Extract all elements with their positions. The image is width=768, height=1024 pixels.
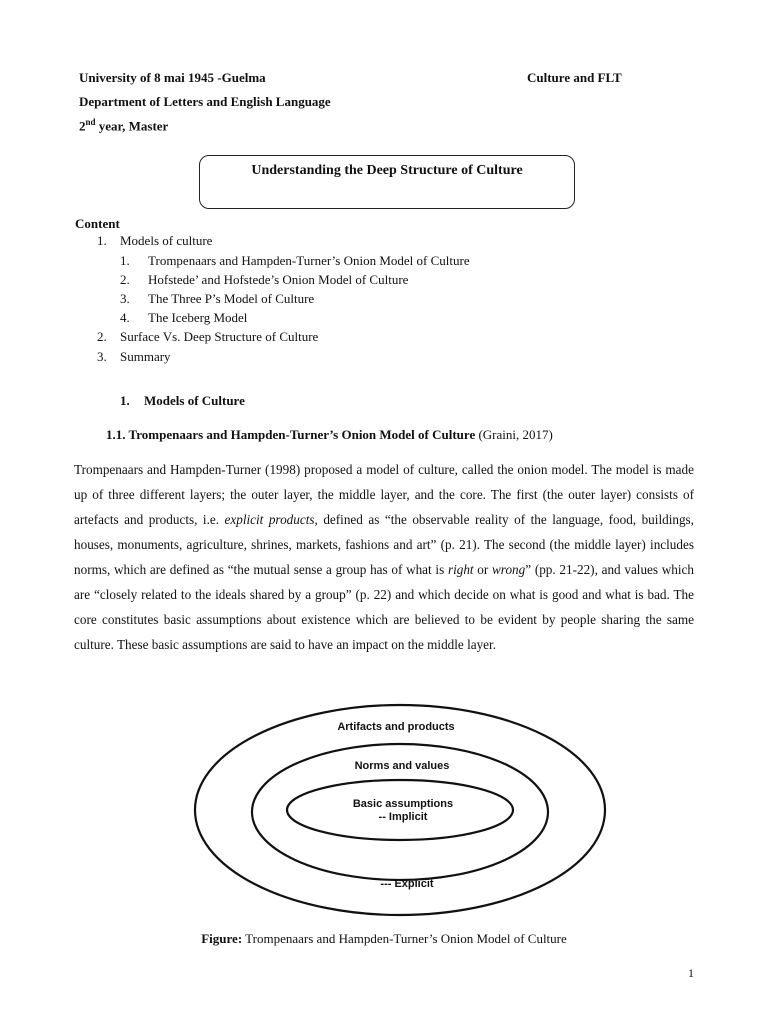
paragraph-emphasis: explicit products	[224, 512, 315, 527]
course-name: Culture and FLT	[527, 70, 622, 85]
subsection-heading	[106, 427, 553, 443]
department-name: Department of Letters and English Language	[79, 94, 331, 109]
body-paragraph	[74, 457, 694, 657]
paragraph-part: or	[473, 562, 493, 577]
explicit-label: --- Explicit	[380, 878, 434, 890]
toc-item-text: Trompenaars and Hampden-Turner’s Onion Model of Culture	[148, 253, 470, 268]
toc-item-text: Hofstede’ and Hofstede’s Onion Model of Culture	[148, 272, 409, 287]
subsection-citation: (Graini, 2017)	[475, 427, 553, 442]
section-heading: Models of Culture	[144, 393, 245, 408]
toc-item-num: 3.	[120, 291, 130, 306]
toc-item-num: 4.	[120, 310, 130, 325]
subsection-title: 1.1. Trompenaars and Hampden-Turner’s Onion Model of Culture	[106, 427, 476, 442]
paragraph-emphasis: wrong	[492, 562, 526, 577]
toc-item-text: Surface Vs. Deep Structure of Culture	[120, 329, 319, 344]
content-list	[0, 233, 768, 373]
study-year-num: 2	[79, 118, 86, 134]
paragraph-emphasis: right	[447, 562, 474, 577]
toc-item-text: The Three P’s Model of Culture	[148, 291, 315, 306]
figure-caption	[0, 931, 768, 947]
toc-item-text: The Iceberg Model	[148, 310, 248, 325]
paragraph-part: ” (pp. 21-22), and values which are “closely related to the ideals shared by a group” (p. 22) and which decide on what is good and what is bad. The core constitutes basic assumptions about existence which are believed to be evident by people sharing the same culture. These basic assumptions are said to have an impact on the middle layer.	[74, 562, 694, 652]
page-number: 1	[688, 966, 694, 980]
document-title: Understanding the Deep Structure of Culture	[251, 163, 523, 178]
toc-item-num: 2.	[97, 329, 107, 344]
core-layer-label: Basic assumptions	[352, 798, 454, 810]
study-year	[79, 117, 168, 134]
toc-item-num: 1.	[97, 233, 107, 248]
core-layer-sublabel: -- Implicit	[378, 811, 428, 823]
caption-text: Trompenaars and Hampden-Turner’s Onion Model of Culture	[242, 931, 567, 946]
outer-layer-label: Artifacts and products	[337, 721, 455, 733]
inner-ellipse	[287, 780, 513, 840]
university-name: University of 8 mai 1945 -Guelma	[79, 70, 266, 85]
section-number: 1.	[120, 393, 130, 408]
toc-item-num: 1.	[120, 253, 130, 268]
toc-item-num: 3.	[97, 349, 107, 364]
toc-item-num: 2.	[120, 272, 130, 287]
toc-item-text: Models of culture	[120, 233, 213, 248]
middle-layer-label: Norms and values	[354, 760, 450, 772]
paragraph-part: Trompenaars and Hampden-Turner (1998) proposed a model of culture, called the onion model. The model is made up of three different layers; the outer layer, the middle layer, and the core. The first (the outer layer) consists of artefacts and products, i.e.	[74, 462, 694, 527]
content-heading: Content	[75, 216, 120, 231]
study-year-sup: nd	[85, 117, 96, 127]
caption-label: Figure:	[201, 931, 243, 946]
toc-item-text: Summary	[120, 349, 171, 364]
paragraph-part: , defined as “the observable reality of the language, food, buildings, houses, monuments, agriculture, shrines, markets, fashions and art” (p. 21). The second (the middle layer) includes norms, which are defined as “the mutual sense a group has of what is	[74, 512, 694, 577]
onion-model-figure	[190, 700, 610, 920]
study-year-rest: year, Master	[95, 118, 169, 134]
